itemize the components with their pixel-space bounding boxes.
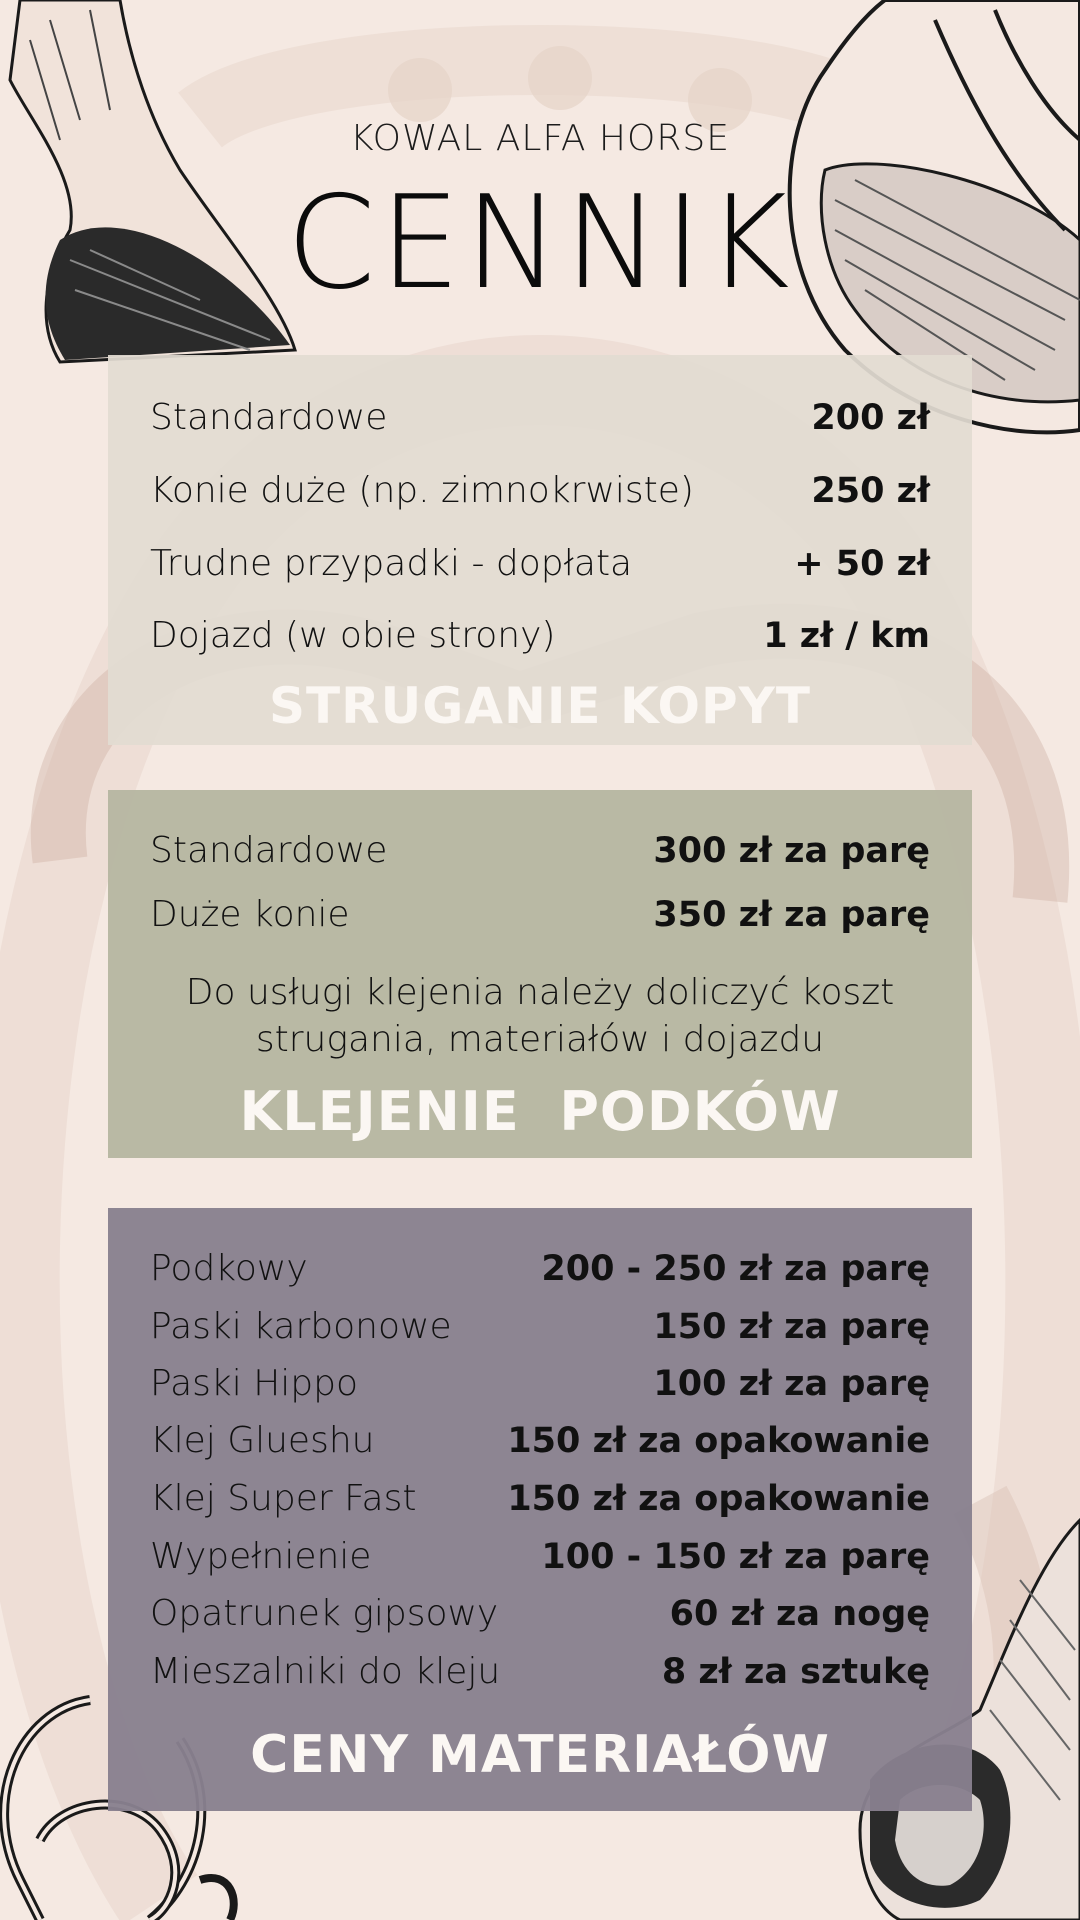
material-price: 150 zł za parę [653,1307,930,1347]
service-label: Konie duże (np. zimnokrwiste) [150,470,694,511]
service-price: 300 zł za parę [653,831,930,871]
material-price: 8 zł za sztukę [661,1652,930,1692]
price-row [150,397,930,438]
price-row [150,543,930,584]
service-price: 250 zł [811,471,930,511]
price-row [150,1363,930,1404]
section-title: CENY MATERIAŁÓW [250,1725,830,1785]
service-label: Dojazd (w obie strony) [150,615,556,656]
material-price: 150 zł za opakowanie [507,1421,930,1461]
material-price: 100 - 150 zł za parę [541,1537,930,1577]
section-title: STRUGANIE KOPYT [269,677,811,735]
service-price: 350 zł za parę [653,895,930,935]
service-label: Duże konie [150,894,350,935]
material-price: 200 - 250 zł za parę [541,1249,930,1289]
material-label: Podkowy [150,1248,308,1289]
brand-name: KOWAL ALFA HORSE [350,118,730,159]
price-row [150,1593,930,1634]
service-note [138,970,942,1064]
material-price: 100 zł za parę [653,1364,930,1404]
material-label: Klej Glueshu [150,1420,375,1461]
material-price: 60 zł za nogę [669,1594,930,1634]
note-line: Do usługi klejenia należy doliczyć koszt [185,972,895,1013]
service-price: 200 zł [811,398,930,438]
material-label: Wypełnienie [150,1536,372,1577]
section-ceny-materialow [108,1208,972,1811]
service-label: Trudne przypadki - dopłata [150,543,633,584]
service-label: Standardowe [150,830,388,871]
service-price: 1 zł / km [763,616,930,656]
section-klejenie-podkow [108,790,972,1158]
material-label: Opatrunek gipsowy [150,1593,499,1634]
material-price: 150 zł za opakowanie [507,1479,930,1519]
material-label: Paski karbonowe [150,1306,452,1347]
price-row [150,894,930,935]
page-title: CENNIK [286,169,794,318]
material-label: Paski Hippo [150,1363,359,1404]
price-row [150,830,930,871]
price-row [150,1420,930,1461]
price-row [150,615,930,656]
price-row [150,470,930,511]
material-label: Mieszalniki do kleju [150,1651,501,1692]
material-label: Klej Super Fast [150,1478,417,1519]
price-row [150,1651,930,1692]
price-row [150,1248,930,1289]
price-row [150,1478,930,1519]
price-row [150,1306,930,1347]
price-row [150,1536,930,1577]
section-title: KLEJENIE PODKÓW [239,1080,841,1143]
service-price: + 50 zł [794,544,930,584]
service-label: Standardowe [150,397,388,438]
section-struganie-kopyt [108,355,972,745]
note-line: strugania, materiałów i dojazdu [255,1018,825,1060]
